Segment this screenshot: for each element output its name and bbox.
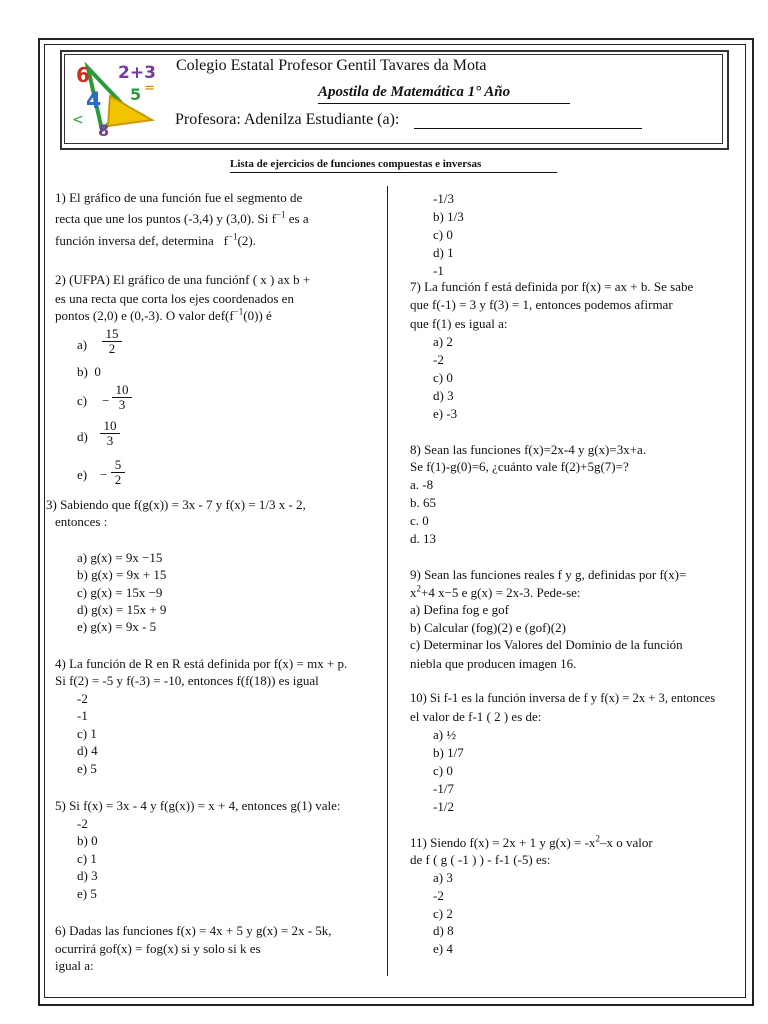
q7-opt: -2	[433, 352, 444, 367]
q5-opt: d) 3	[77, 868, 98, 883]
q2-opt-d-fraction: $\frac{10}{3}$	[100, 419, 120, 448]
q5-opt: c) 1	[77, 851, 97, 866]
math-logo-icon	[68, 56, 164, 140]
q2-opt-e-fraction: $\frac{5}{2}$	[111, 458, 125, 487]
q11-opt: a) 3	[433, 870, 453, 885]
q6-line2: ocurrirá gof(x) = fog(x) si y solo si k es	[55, 941, 261, 956]
q10-opt: -1/7	[433, 781, 454, 796]
q1-line3: función inversa def, determina $f^{-1}(2)$.	[55, 231, 256, 248]
q6-opt: -1	[433, 263, 444, 278]
q6-opt: d) 1	[433, 245, 454, 260]
svg-text:2+3: 2+3	[118, 63, 156, 83]
q2-opt-b: b) 0	[77, 364, 101, 379]
q2-opt-c-fraction: $\frac{10}{3}$	[112, 383, 132, 412]
q3-line1: 3) Sabiendo que f(g(x)) = 3x - 7 y f(x) = 1/3 x - 2,	[46, 497, 306, 512]
q10-opt: c) 0	[433, 763, 453, 778]
q3-opt: a) g(x) = 9x −15	[77, 550, 163, 565]
q5-opt: e) 5	[77, 886, 97, 901]
q7-opt: d) 3	[433, 388, 454, 403]
q4-line1: 4) La función de R en R está definida por f(x) = mx + p.	[55, 656, 348, 671]
q8-opt: d. 13	[410, 531, 436, 546]
q11-line2: de f ( g ( -1 ) ) - f-1 (-5) es:	[410, 852, 551, 867]
q9-line2: $x^2+4$ x−5 e g(x) = 2x-3. Pede-se:	[410, 583, 581, 600]
q3-opt: b) g(x) = 9x + 15	[77, 567, 167, 582]
q8-opt: b. 65	[410, 495, 436, 510]
q5-opt: b) 0	[77, 833, 98, 848]
q2-opt-d-label: d)	[77, 429, 88, 444]
apostila-underline	[318, 103, 570, 104]
q6-opt: -1/3	[433, 191, 454, 206]
list-title-underline	[230, 172, 557, 173]
q7-line1: 7) La función f está definida por f(x) = ax + b. Se sabe	[410, 279, 694, 294]
q7-opt: c) 0	[433, 370, 453, 385]
q4-opt: e) 5	[77, 761, 97, 776]
q2-opt-a-label: a)	[77, 337, 88, 352]
q9-line4: b) Calcular (fog)(2) e (gof)(2)	[410, 620, 566, 635]
q8-line2: Se f(1)-g(0)=6, ¿cuánto vale f(2)+5g(7)=?	[410, 459, 629, 474]
q6-opt: b) 1/3	[433, 209, 464, 224]
list-title: Lista de ejercicios de funciones compuestas e inversas	[230, 158, 482, 170]
svg-text:4: 4	[86, 89, 102, 114]
q9-line5: c) Determinar los Valores del Dominio de la función	[410, 637, 683, 652]
q2-opt-e-sign: −	[100, 467, 108, 482]
column-divider	[387, 186, 388, 976]
q6-line3: igual a:	[55, 958, 94, 973]
q6-line1: 6) Dadas las funciones f(x) = 4x + 5 y g(x) = 2x - 5k,	[55, 923, 332, 938]
q4-line2: Si f(2) = -5 y f(-3) = -10, entonces f(f(18)) es igual	[55, 673, 319, 688]
q11-opt: -2	[433, 888, 444, 903]
q10-opt: b) 1/7	[433, 745, 464, 760]
teacher-label: Profesora: Adenilza Estudiante (a):	[175, 111, 400, 128]
svg-text:=: =	[144, 81, 155, 96]
q2-opt-c-label: c)	[77, 393, 88, 408]
q3-opt: d) g(x) = 15x + 9	[77, 602, 167, 617]
q11-opt: d) 8	[433, 923, 454, 938]
q9-line6: niebla que producen imagen 16.	[410, 656, 577, 671]
q9-line3: a) Defina fog e gof	[410, 602, 509, 617]
q11-opt: c) 2	[433, 906, 453, 921]
q10-line2: el valor de f-1 ( 2 ) es de:	[410, 709, 542, 724]
student-name-line	[414, 128, 642, 129]
svg-text:5: 5	[130, 85, 142, 104]
apostila-title: Apostila de Matemática 1° Año	[318, 84, 511, 100]
q4-opt: d) 4	[77, 743, 98, 758]
q2-line3: pontos (2,0) e (0,-3). O valor $def(f^{-1}(0))$ é	[55, 306, 272, 323]
page-border-inner	[44, 44, 746, 998]
q11-line1: 11) Siendo f(x) = 2x + 1 y $g(x) = -x^2-x$ o valor	[410, 833, 653, 850]
q9-line1: 9) Sean las funciones reales f y g, definidas por f(x)=	[410, 567, 687, 582]
q8-opt: c. 0	[410, 513, 429, 528]
q4-opt: -2	[77, 691, 88, 706]
q2-line1: 2) (UFPA) El gráfico de una funciónf ( x ) ax b +	[55, 272, 311, 287]
q8-opt: a. -8	[410, 477, 434, 492]
svg-text:<: <	[72, 112, 84, 128]
q1-line1: 1) El gráfico de una función fue el segmento de	[55, 190, 303, 205]
q5-line1: 5) Si f(x) = 3x - 4 y f(g(x)) = x + 4, entonces g(1) vale:	[55, 798, 341, 813]
q5-opt: -2	[77, 816, 88, 831]
q2-opt-e-label: e)	[77, 467, 88, 482]
svg-text:8: 8	[98, 121, 110, 140]
q4-opt: -1	[77, 708, 88, 723]
q11-opt: e) 4	[433, 941, 453, 956]
q3-line2: entonces :	[55, 514, 108, 529]
q1-line2: recta que une los puntos (-3,4) y (3,0). Si $f^{-1}$ es a	[55, 209, 309, 226]
q10-opt: -1/2	[433, 799, 454, 814]
q2-opt-a-fraction: $\frac{15}{2}$	[102, 327, 122, 356]
q4-opt: c) 1	[77, 726, 97, 741]
school-name: Colegio Estatal Profesor Gentil Tavares da Mota	[176, 57, 487, 74]
q7-line3: que f(1) es igual a:	[410, 316, 508, 331]
q8-line1: 8) Sean las funciones f(x)=2x-4 y g(x)=3x+a.	[410, 442, 647, 457]
q3-opt: e) g(x) = 9x - 5	[77, 619, 157, 634]
q7-opt: a) 2	[433, 334, 453, 349]
q3-opt: c) g(x) = 15x −9	[77, 585, 163, 600]
q6-opt: c) 0	[433, 227, 453, 242]
q10-line1: 10) Si f-1 es la función inversa de f y f(x) = 2x + 3, entonces	[410, 691, 716, 705]
q7-line2: que f(-1) = 3 y f(3) = 1, entonces podemos afirmar	[410, 297, 673, 312]
svg-text:6: 6	[76, 63, 90, 87]
q7-opt: e) -3	[433, 406, 458, 421]
q10-opt: a) ½	[433, 727, 457, 742]
q2-line2: es una recta que corta los ejes coordenados en	[55, 291, 294, 306]
q2-opt-c-sign: −	[102, 393, 110, 408]
